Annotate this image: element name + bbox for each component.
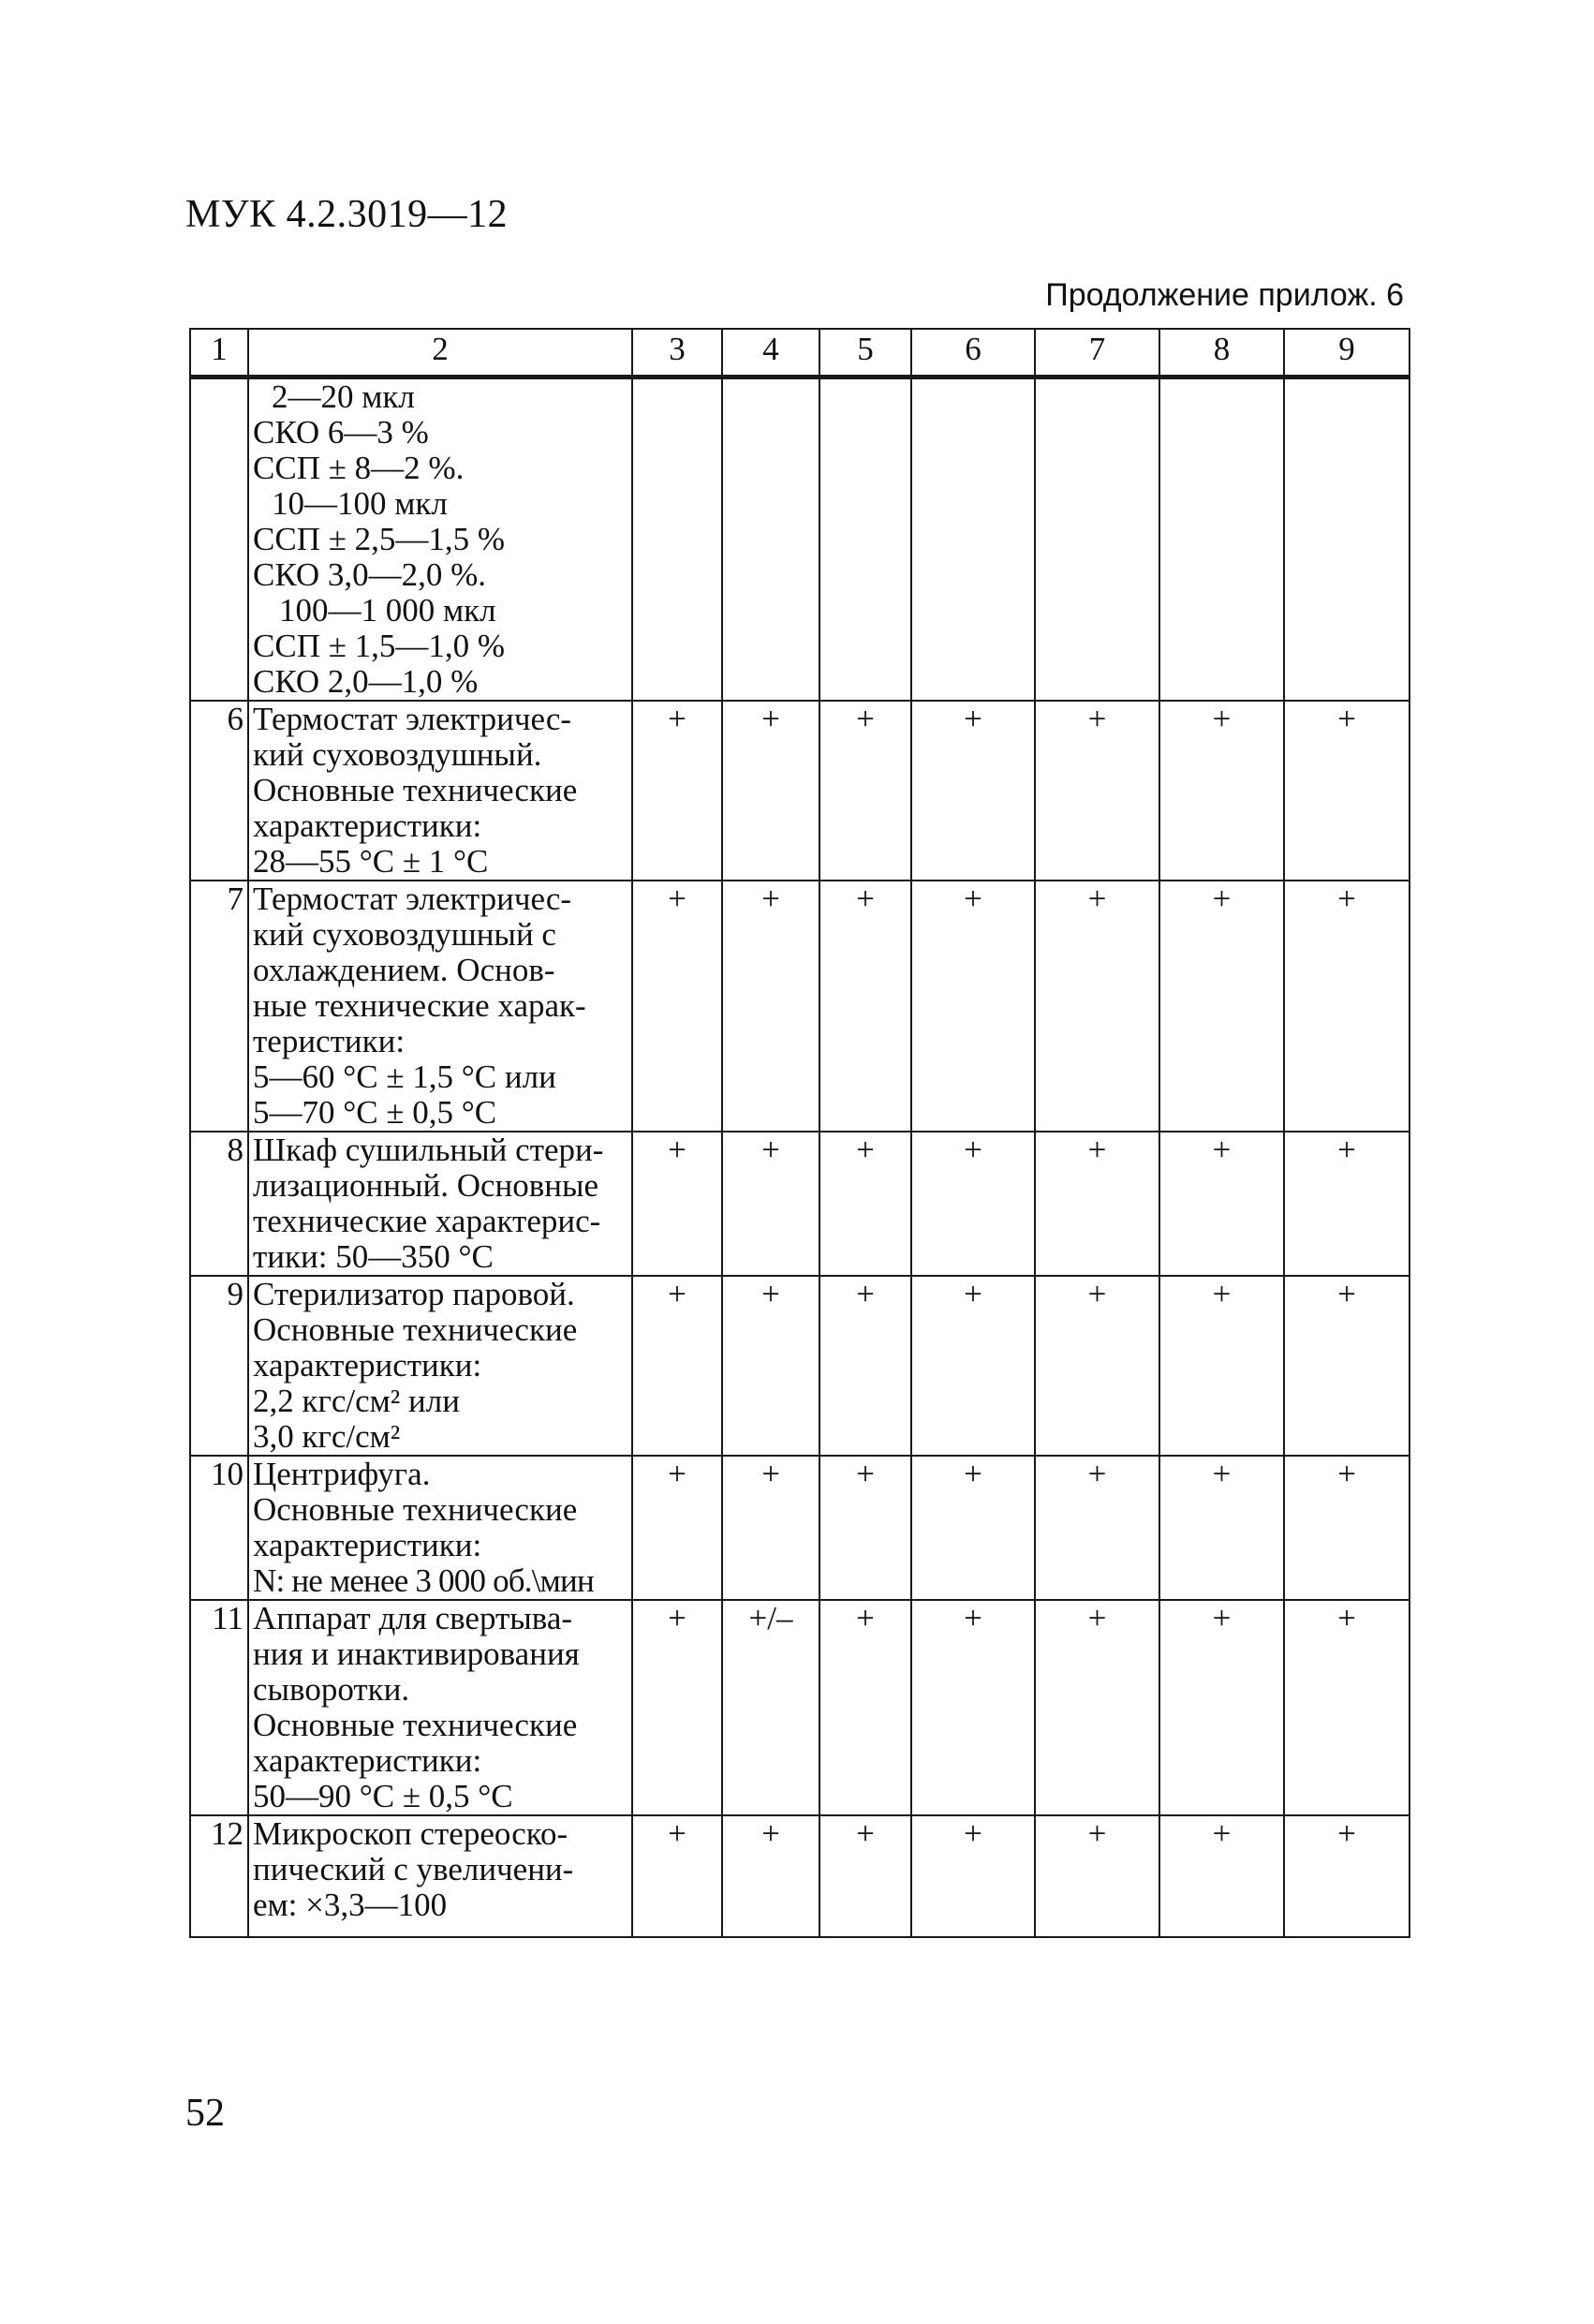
mark-cell: +: [1159, 1456, 1284, 1600]
equipment-table: [189, 328, 1410, 1938]
mark-cell: [1284, 377, 1410, 702]
mark-cell: +: [1159, 1276, 1284, 1456]
mark-cell: +: [819, 1456, 911, 1600]
description-line: 5—70 °С ± 0,5 °С: [253, 1094, 497, 1131]
mark-cell: +: [1035, 1456, 1159, 1600]
mark-cell: +: [1284, 701, 1410, 881]
mark-cell: +: [722, 881, 819, 1132]
mark-cell: [632, 377, 722, 702]
description-line: кий суховоздушный с: [253, 916, 556, 953]
description-line: Стерилизатор паровой.: [253, 1276, 575, 1312]
mark-cell: +: [1159, 1132, 1284, 1276]
mark-cell: +: [1159, 701, 1284, 881]
description-line: 2—20 мкл: [272, 378, 415, 415]
description-line: Основные технические: [253, 1707, 578, 1743]
description-line: характеристики:: [253, 1527, 482, 1563]
mark-cell: +: [1035, 881, 1159, 1132]
description-line: Аппарат для свертыва-: [253, 1600, 573, 1636]
description-line: пический с увеличени-: [253, 1851, 574, 1887]
description-line: лизационный. Основные: [253, 1167, 599, 1204]
mark-cell: +: [1284, 1600, 1410, 1815]
mark-cell: +/–: [722, 1600, 819, 1815]
column-header: 3: [632, 329, 722, 377]
mark-cell: +: [632, 701, 722, 881]
description-line: ССП ± 2,5—1,5 %: [253, 521, 506, 557]
description-line: Основные технические: [253, 1491, 578, 1528]
mark-cell: +: [819, 1815, 911, 1937]
mark-cell: +: [632, 1132, 722, 1276]
row-description: [248, 1815, 632, 1937]
description-line: 100—1 000 мкл: [279, 592, 496, 629]
description-line: 28—55 °С ± 1 °С: [253, 843, 489, 880]
mark-cell: +: [632, 1456, 722, 1600]
row-description: [248, 1276, 632, 1456]
row-description: [248, 701, 632, 881]
mark-cell: +: [1035, 1600, 1159, 1815]
description-line: ССП ± 8—2 %.: [253, 450, 465, 486]
description-line: технические характерис-: [253, 1203, 601, 1239]
description-line: Термостат электричес-: [253, 881, 572, 917]
row-number: 12: [190, 1815, 248, 1937]
mark-cell: +: [722, 1815, 819, 1937]
row-number: 11: [190, 1600, 248, 1815]
mark-cell: +: [911, 701, 1035, 881]
description-line: Центрифуга.: [253, 1456, 431, 1492]
mark-cell: +: [1284, 1815, 1410, 1937]
row-number: [190, 377, 248, 702]
mark-cell: +: [819, 1132, 911, 1276]
mark-cell: +: [1284, 881, 1410, 1132]
row-number: 6: [190, 701, 248, 881]
mark-cell: [819, 377, 911, 702]
description-line: теристики:: [253, 1023, 406, 1059]
table-row: [190, 377, 1410, 702]
table-row: [190, 1276, 1410, 1456]
table-header-row: [190, 329, 1410, 377]
mark-cell: +: [911, 1132, 1035, 1276]
description-line: 3,0 кгс/см²: [253, 1418, 401, 1455]
row-number: 9: [190, 1276, 248, 1456]
mark-cell: +: [722, 1456, 819, 1600]
mark-cell: +: [1035, 701, 1159, 881]
row-number: 10: [190, 1456, 248, 1600]
table-row: [190, 1815, 1410, 1937]
description-line: 5—60 °С ± 1,5 °С или: [253, 1058, 556, 1095]
description-line: характеристики:: [253, 1742, 482, 1779]
mark-cell: +: [1159, 1815, 1284, 1937]
description-line: ные технические харак-: [253, 987, 586, 1024]
column-header: 5: [819, 329, 911, 377]
document-code: МУК 4.2.3019—12: [185, 193, 509, 236]
description-line: Микроскоп стереоско-: [253, 1815, 568, 1852]
table-row: [190, 1132, 1410, 1276]
mark-cell: +: [632, 1600, 722, 1815]
description-line: СКО 3,0—2,0 %.: [253, 556, 486, 593]
mark-cell: +: [632, 1276, 722, 1456]
mark-cell: [722, 377, 819, 702]
mark-cell: +: [819, 701, 911, 881]
description-line: ния и инактивирования: [253, 1636, 580, 1672]
mark-cell: +: [1035, 1815, 1159, 1937]
description-line: охлаждением. Основ-: [253, 952, 555, 988]
column-header: 8: [1159, 329, 1284, 377]
mark-cell: +: [911, 881, 1035, 1132]
description-line: 10—100 мкл: [272, 485, 448, 522]
mark-cell: +: [1159, 1600, 1284, 1815]
description-line: ССП ± 1,5—1,0 %: [253, 628, 506, 664]
column-header: 7: [1035, 329, 1159, 377]
column-header: 6: [911, 329, 1035, 377]
table-row: [190, 1456, 1410, 1600]
table-row: [190, 701, 1410, 881]
row-description: [248, 377, 632, 702]
description-line: 2,2 кгс/см² или: [253, 1383, 460, 1419]
mark-cell: [1035, 377, 1159, 702]
page-number: 52: [185, 2092, 225, 2135]
description-line: Основные технические: [253, 772, 578, 808]
row-description: [248, 1132, 632, 1276]
description-line: характеристики:: [253, 1347, 482, 1384]
description-line: сыворотки.: [253, 1671, 410, 1708]
column-header: 9: [1284, 329, 1410, 377]
description-line: Термостат электричес-: [253, 701, 572, 737]
row-description: [248, 1456, 632, 1600]
table-row: [190, 881, 1410, 1132]
continuation-caption: Продолжение прилож. 6: [1045, 277, 1404, 313]
description-line: характеристики:: [253, 807, 482, 844]
row-number: 7: [190, 881, 248, 1132]
mark-cell: +: [911, 1456, 1035, 1600]
description-line: СКО 2,0—1,0 %: [253, 663, 479, 700]
description-line: ем: ×3,3—100: [253, 1887, 448, 1923]
description-line: 50—90 °С ± 0,5 °С: [253, 1778, 513, 1814]
description-line: тики: 50—350 °С: [253, 1238, 494, 1275]
mark-cell: +: [632, 881, 722, 1132]
row-number: 8: [190, 1132, 248, 1276]
description-line: кий суховоздушный.: [253, 736, 542, 773]
column-header: 4: [722, 329, 819, 377]
mark-cell: +: [1035, 1132, 1159, 1276]
mark-cell: +: [911, 1815, 1035, 1937]
mark-cell: +: [632, 1815, 722, 1937]
table-row: [190, 1600, 1410, 1815]
mark-cell: [1159, 377, 1284, 702]
mark-cell: +: [1159, 881, 1284, 1132]
mark-cell: +: [911, 1276, 1035, 1456]
column-header: 1: [190, 329, 248, 377]
mark-cell: +: [722, 701, 819, 881]
description-line: N: не менее 3 000 об.\мин: [253, 1562, 594, 1599]
mark-cell: +: [819, 1276, 911, 1456]
row-description: [248, 881, 632, 1132]
mark-cell: +: [1284, 1276, 1410, 1456]
description-line: Шкаф сушильный стери-: [253, 1132, 604, 1168]
description-line: СКО 6—3 %: [253, 414, 429, 451]
mark-cell: +: [722, 1132, 819, 1276]
mark-cell: +: [722, 1276, 819, 1456]
mark-cell: [911, 377, 1035, 702]
mark-cell: +: [819, 1600, 911, 1815]
mark-cell: +: [1284, 1456, 1410, 1600]
mark-cell: +: [819, 881, 911, 1132]
mark-cell: +: [1035, 1276, 1159, 1456]
row-description: [248, 1600, 632, 1815]
mark-cell: +: [911, 1600, 1035, 1815]
column-header: 2: [248, 329, 632, 377]
description-line: Основные технические: [253, 1311, 578, 1348]
mark-cell: +: [1284, 1132, 1410, 1276]
